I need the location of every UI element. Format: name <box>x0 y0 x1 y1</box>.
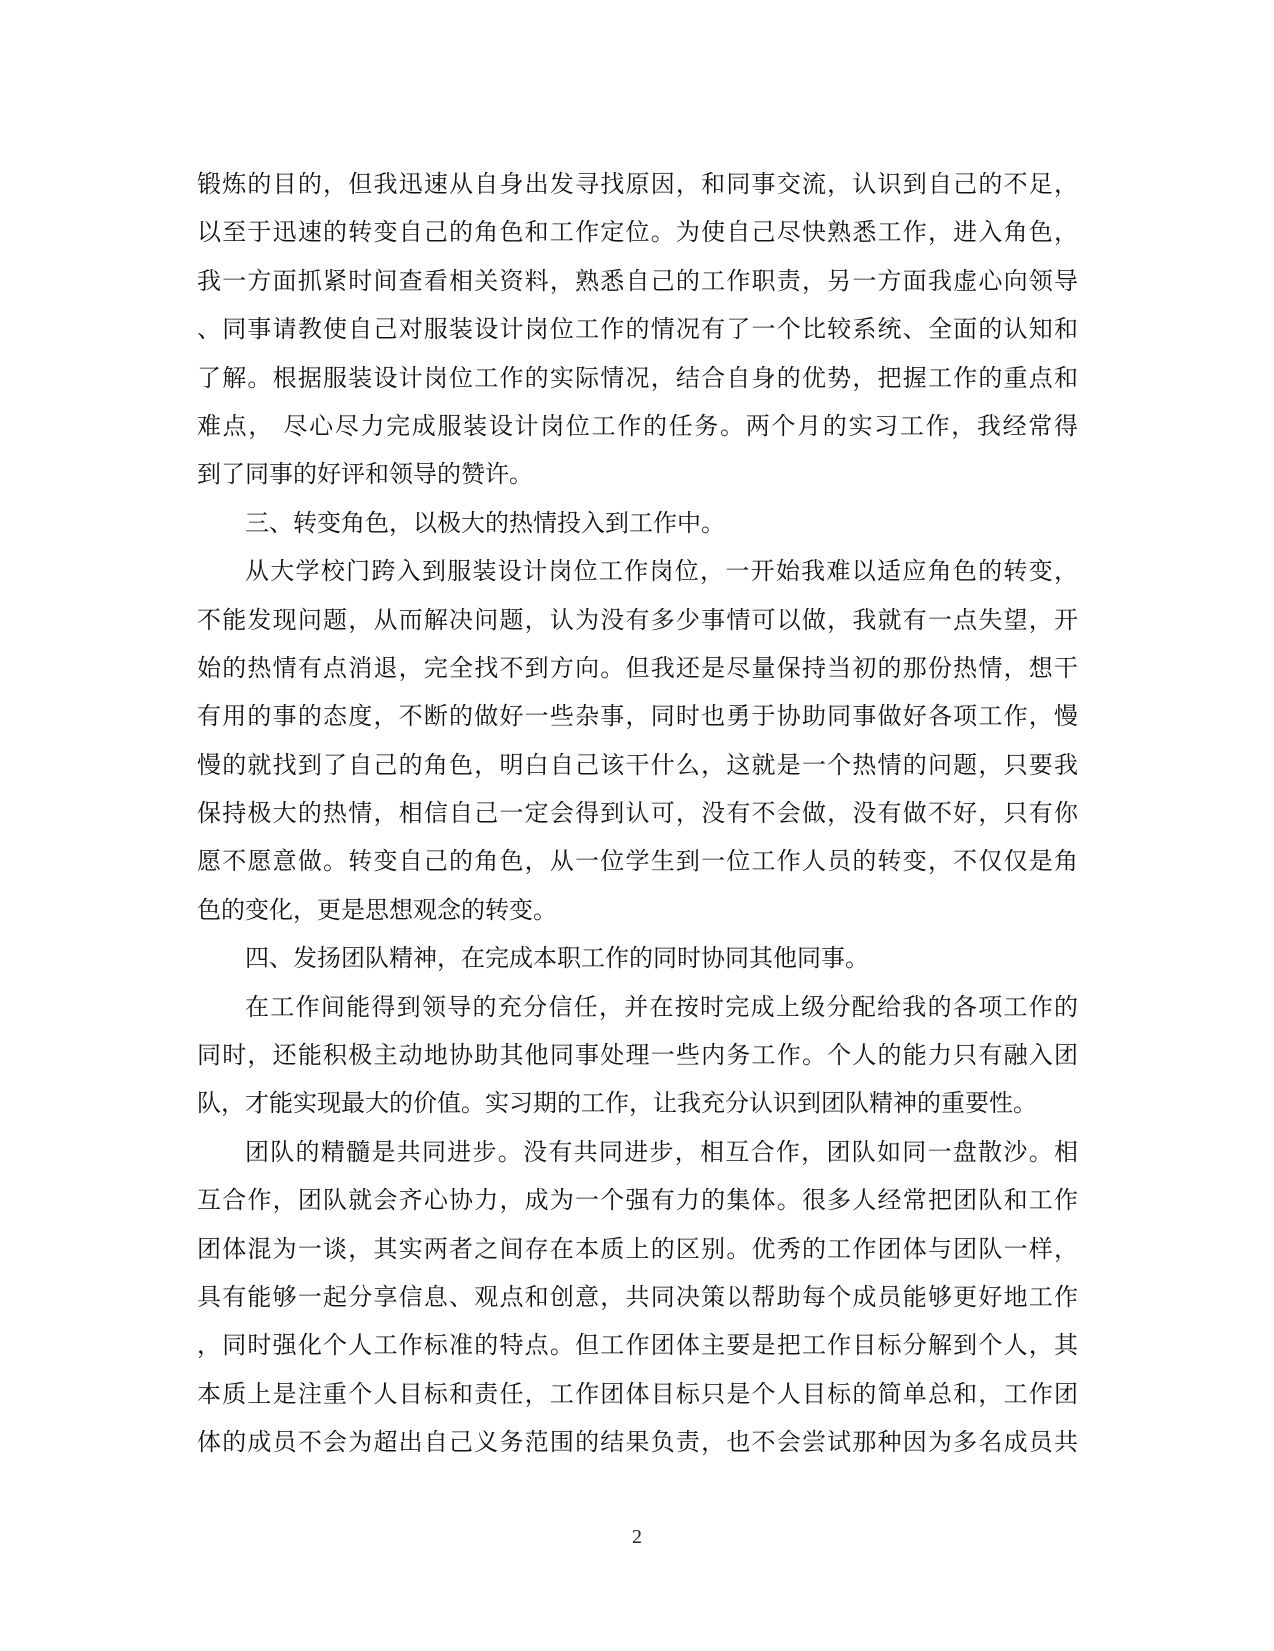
text-line: 队，才能实现最大的价值。实习期的工作，让我充分认识到团队精神的重要性。 <box>197 1089 1037 1118</box>
text-line: ，同时强化个人工作标准的特点。但工作团体主要是把工作目标分解到个人，其 <box>197 1331 1078 1360</box>
text-line: 以至于迅速的转变自己的角色和工作定位。为使自己尽快熟悉工作，进入角色， <box>197 218 1078 247</box>
text-line: 具有能够一起分享信息、观点和创意，共同决策以帮助每个成员能够更好地工作 <box>197 1282 1078 1311</box>
text-line: 愿不愿意做。转变自己的角色，从一位学生到一位工作人员的转变，不仅仅是角 <box>197 847 1078 876</box>
text-line: 团队的精髓是共同进步。没有共同进步，相互合作，团队如同一盘散沙。相 <box>245 1137 1078 1166</box>
text-line: 四、发扬团队精神，在完成本职工作的同时协同其他同事。 <box>245 944 869 973</box>
text-line: 难点， 尽心尽力完成服装设计岗位工作的任务。两个月的实习工作，我经常得 <box>197 411 1078 440</box>
text-line: 色的变化，更是思想观念的转变。 <box>197 895 557 924</box>
text-line: 始的热情有点消退，完全找不到方向。但我还是尽量保持当初的那份热情，想干 <box>197 653 1078 682</box>
text-line: 了解。根据服装设计岗位工作的实际情况，结合自身的优势，把握工作的重点和 <box>197 363 1078 392</box>
text-line: 有用的事的态度，不断的做好一些杂事，同时也勇于协助同事做好各项工作，慢 <box>197 702 1078 731</box>
text-line: 保持极大的热情，相信自己一定会得到认可，没有不会做，没有做不好，只有你 <box>197 799 1078 828</box>
text-line: 从大学校门跨入到服装设计岗位工作岗位，一开始我难以适应角色的转变， <box>245 557 1078 586</box>
text-line: 互合作，团队就会齐心协力，成为一个强有力的集体。很多人经常把团队和工作 <box>197 1186 1078 1215</box>
text-line: 、同事请教使自己对服装设计岗位工作的情况有了一个比较系统、全面的认知和 <box>197 315 1078 344</box>
text-line: 团体混为一谈，其实两者之间存在本质上的区别。优秀的工作团体与团队一样， <box>197 1234 1078 1263</box>
page-number: 2 <box>632 1526 642 1548</box>
text-line: 在工作间能得到领导的充分信任，并在按时完成上级分配给我的各项工作的 <box>245 992 1078 1021</box>
text-line: 同时，还能积极主动地协助其他同事处理一些内务工作。个人的能力只有融入团 <box>197 1041 1078 1070</box>
text-line: 慢的就找到了自己的角色，明白自己该干什么，这就是一个热情的问题，只要我 <box>197 750 1078 779</box>
text-line: 本质上是注重个人目标和责任，工作团体目标只是个人目标的简单总和，工作团 <box>197 1379 1078 1408</box>
document-body <box>197 160 1078 1467</box>
text-line: 体的成员不会为超出自己义务范围的结果负责，也不会尝试那种因为多名成员共 <box>197 1428 1078 1457</box>
text-line: 不能发现问题，从而解决问题，认为没有多少事情可以做，我就有一点失望，开 <box>197 605 1078 634</box>
text-line: 三、转变角色，以极大的热情投入到工作中。 <box>245 508 725 537</box>
text-line: 锻炼的目的，但我迅速从自身出发寻找原因，和同事交流，认识到自己的不足， <box>197 170 1078 198</box>
text-line: 到了同事的好评和领导的赞许。 <box>197 460 533 489</box>
text-line: 我一方面抓紧时间查看相关资料，熟悉自己的工作职责，另一方面我虚心向领导 <box>197 266 1078 295</box>
